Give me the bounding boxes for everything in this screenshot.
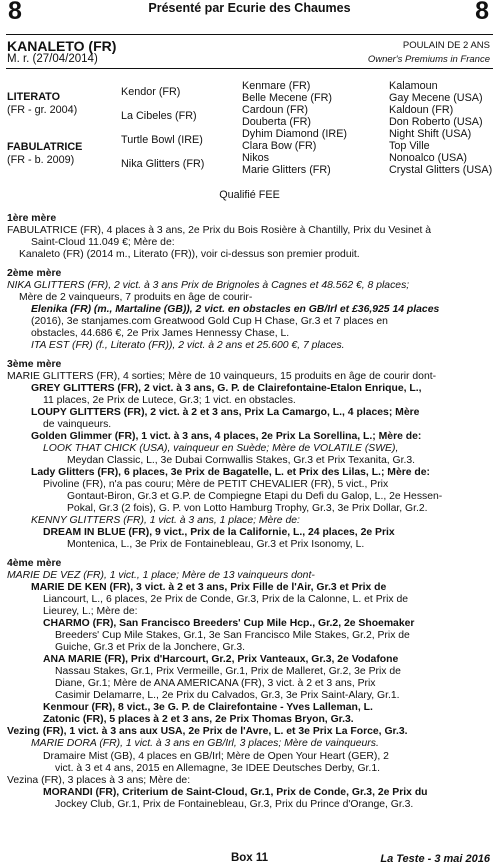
record-line: Golden Glimmer (FR), 1 vict. à 3 ans, 4 places, 2e Prix La Sorellina, L.; Mère de: [31,430,422,442]
pedigree-gen2: Kendor (FR) [121,86,181,98]
record-line: Saint-Cloud 11.049 €; Mère de: [31,237,175,249]
top-rule [6,34,493,35]
pedigree-gen3: Belle Mecene (FR) [242,92,333,104]
record-line: NIKA GLITTERS (FR), 2 vict. à 3 ans Prix de Brignoles à Cagnes et 48.562 €, 8 places; [7,279,410,291]
record-line: Vezing (FR), 1 vict. à 3 ans aux USA, 2e Prix de l'Avre, L. et 3e Prix La Force, Gr.3. [7,726,408,738]
record-line: Jockey Club, Gr.1, Prix de Fontainebleau, Gr.3, Prix du Prince d'Orange, Gr.3. [55,798,414,810]
record-line: Breeders' Cup Mile Stakes, Gr.1, 3e San Francisco Mile Stakes, Gr.2, Prix de [55,630,410,642]
pedigree-gen4: Don Roberto (USA) [389,116,483,128]
record-line: Diane, Gr.1; Mère de ANA AMERICANA (FR), 3 vict. à 2 et 3 ans, Prix [55,678,376,690]
lot-number-right: 8 [475,0,489,25]
record-line: Pokal, Gr.3 (2 fois), G. P. von Lotto Hamburg Trophy, Gr.3, 3e Prix Dollar, Gr.2. [67,503,428,515]
record-line: LOOK THAT CHICK (USA), vainqueur en Suède; Mère de VOLATILE (SWE), [43,442,399,454]
record-line: MARIE DORA (FR), 1 vict. à 3 ans en GB/Irl, 3 places; Mère de vainqueurs. [31,738,379,750]
record-line: Pivoline (FR), n'a pas couru; Mère de PETIT CHEVALIER (FR), 5 vict., Prix [43,478,389,490]
record-line: Dramaire Mist (GB), 4 places en GB/Irl; Mère de Open Your Heart (GER), 2 [43,750,389,762]
record-line: Vezina (FR), 3 places à 3 ans; Mère de: [7,774,191,786]
record-line: vict. à 3 et 4 ans, 2015 en Allemagne, 3e IDEE Deutsches Derby, Gr.1. [55,762,380,774]
pedigree-gen3: Cardoun (FR) [242,104,308,116]
sire-info: (FR - gr. 2004) [7,104,78,116]
box-number: Box 11 [230,852,269,864]
pedigree-gen4: Crystal Glitters (USA) [389,164,493,176]
record-line: MARIE DE KEN (FR), 3 vict. à 2 et 3 ans, Prix Fille de l'Air, Gr.3 et Prix de [31,581,387,593]
pedigree-gen4: Top Ville [389,140,430,152]
sire-name: LITERATO [7,91,60,103]
record-line: Mère de 2 vainqueurs, 7 produits en âge de courir- [19,291,253,303]
record-line: Kenmour (FR), 8 vict., 3e G. P. de Clairefontaine - Yves Lalleman, L. [43,702,373,714]
record-line: Lieurey, L.; Mère de: [43,605,138,617]
pedigree-gen2: Nika Glitters (FR) [121,158,205,170]
record-line: obstacles, 44.686 €, 2e Prix James Hennessy Chase, L. [31,327,290,339]
produce-record [7,213,493,811]
pedigree-gen3: Kenmare (FR) [242,80,311,92]
horse-name: KANALETO (FR) [7,38,117,54]
record-line: ANA MARIE (FR), Prix d'Harcourt, Gr.2, Prix Vanteaux, Gr.3, 2e Vodafone [43,654,399,666]
record-line: KENNY GLITTERS (FR), 1 vict. à 3 ans, 1 place; Mère de: [31,515,300,527]
record-line: Guiche, Gr.3 et Prix de la Jonchere, Gr.3. [55,642,246,654]
pedigree-gen4: Gay Mecene (USA) [389,92,483,104]
section-title: 2ème mère [7,267,62,279]
pedigree-gen4: Kalamoun [389,80,438,92]
qualification: Qualifié FEE [219,189,280,201]
record-line: Gontaut-Biron, Gr.3 et G.P. de Compiegne Etapi du Defi du Galop, L., 2e Hessen- [67,491,443,503]
horse-category: POULAIN DE 2 ANS [402,40,490,51]
pedigree-gen3: Nikos [242,152,269,164]
pedigree-gen3: Clara Bow (FR) [242,140,317,152]
owner-premiums: Owner's Premiums in France [367,54,490,65]
dam-name: FABULATRICE [7,141,83,153]
record-line: Zatonic (FR), 5 places à 2 et 3 ans, 2e Prix Thomas Bryon, Gr.3. [43,714,354,726]
dam-info: (FR - b. 2009) [7,154,75,166]
section-title: 1ère mère [7,213,57,224]
pedigree-gen3: Marie Glitters (FR) [242,164,331,176]
pedigree-gen3: Dyhim Diamond (IRE) [242,128,347,140]
record-line: 11 places, 2e Prix de Lutece, Gr.3; 1 vict. en obstacles. [43,394,296,406]
record-line: (2016), 3e stanjames.com Greatwood Gold Cup H Chase, Gr.3 et 7 places en [31,315,388,327]
record-line: FABULATRICE (FR), 4 places à 3 ans, 2e Prix du Bois Rosière à Chantilly, Prix du Vesinet à [7,225,432,237]
lot-number-left: 8 [8,0,22,25]
pedigree-gen2: La Cibeles (FR) [121,110,197,122]
record-line: CHARMO (FR), San Francisco Breeders' Cup Mile Hcp., Gr.2, 2e Shoemaker [43,618,415,629]
record-line: Meydan Classic, L., 3e Dubai Cornwallis Stakes, Gr.3 et Prix Texanita, Gr.3. [67,454,416,466]
record-line: de vainqueurs. [43,418,112,430]
record-line: GREY GLITTERS (FR), 2 vict. à 3 ans, G. P. de Clairefontaine-Etalon Enrique, L., [31,382,422,394]
pedigree-gen4: Kaldoun (FR) [389,104,454,116]
record-line: Elenika (FR) (m., Martaline (GB)), 2 vict. en obstacles en GB/Irl et £36,925 14 places [31,303,440,315]
record-line: Casimir Delamarre, L., 2e Prix du Calvados, Gr.3, 3e Prix Saint-Alary, Gr.1. [55,690,400,702]
pedigree-gen4: Nonoalco (USA) [389,152,468,164]
pedigree-gen2: Turtle Bowl (IRE) [121,134,203,146]
record-line: MORANDI (FR), Criterium de Saint-Cloud, Gr.1, Prix de Conde, Gr.3, 2e Prix du [43,786,428,798]
section-title: 3ème mère [7,358,62,370]
record-line: Kanaleto (FR) (2014 m., Literato (FR)), voir ci-dessus son premier produit. [19,249,360,261]
record-line: Nassau Stakes, Gr.1, Prix Vermeille, Gr.1, Prix de Malleret, Gr.2, 3e Prix de [55,666,401,678]
pedigree-gen4: Night Shift (USA) [389,128,472,140]
record-line: MARIE DE VEZ (FR), 1 vict., 1 place; Mère de 13 vainqueurs dont- [7,569,315,581]
record-line: Liancourt, L., 6 places, 2e Prix de Conde, Gr.3, Prix de la Calonne, L. et Prix de [43,593,409,605]
record-line: LOUPY GLITTERS (FR), 2 vict. à 2 et 3 ans, Prix La Camargo, L., 4 places; Mère [31,406,420,418]
record-line: Montenica, L., 3e Prix de Fontainebleau, Gr.3 et Prix Isonomy, L. [67,539,365,551]
record-line: MARIE GLITTERS (FR), 4 sorties; Mère de 10 vainqueurs, 15 produits en âge de courir dont- [7,370,437,382]
record-line: ITA EST (FR) (f., Literato (FR)), 2 vict. à 2 ans et 25.600 €, 7 places. [31,339,345,351]
record-line: Lady Glitters (FR), 6 places, 3e Prix de Bagatelle, L. et Prix des Lilas, L.; Mère de: [31,466,431,478]
horse-sex-birth: M. r. (27/04/2014) [7,53,98,65]
section-title: 4ème mère [7,557,62,569]
pedigree-gen3: Douberta (FR) [242,116,311,128]
sale-location-date: La Teste - 3 mai 2016 [380,853,490,865]
presenter-title: Présenté par Ecurie des Chaumes [148,1,351,15]
header-bottom-rule [6,68,493,69]
record-line: DREAM IN BLUE (FR), 9 vict., Prix de la Californie, L., 24 places, 2e Prix [43,527,395,539]
